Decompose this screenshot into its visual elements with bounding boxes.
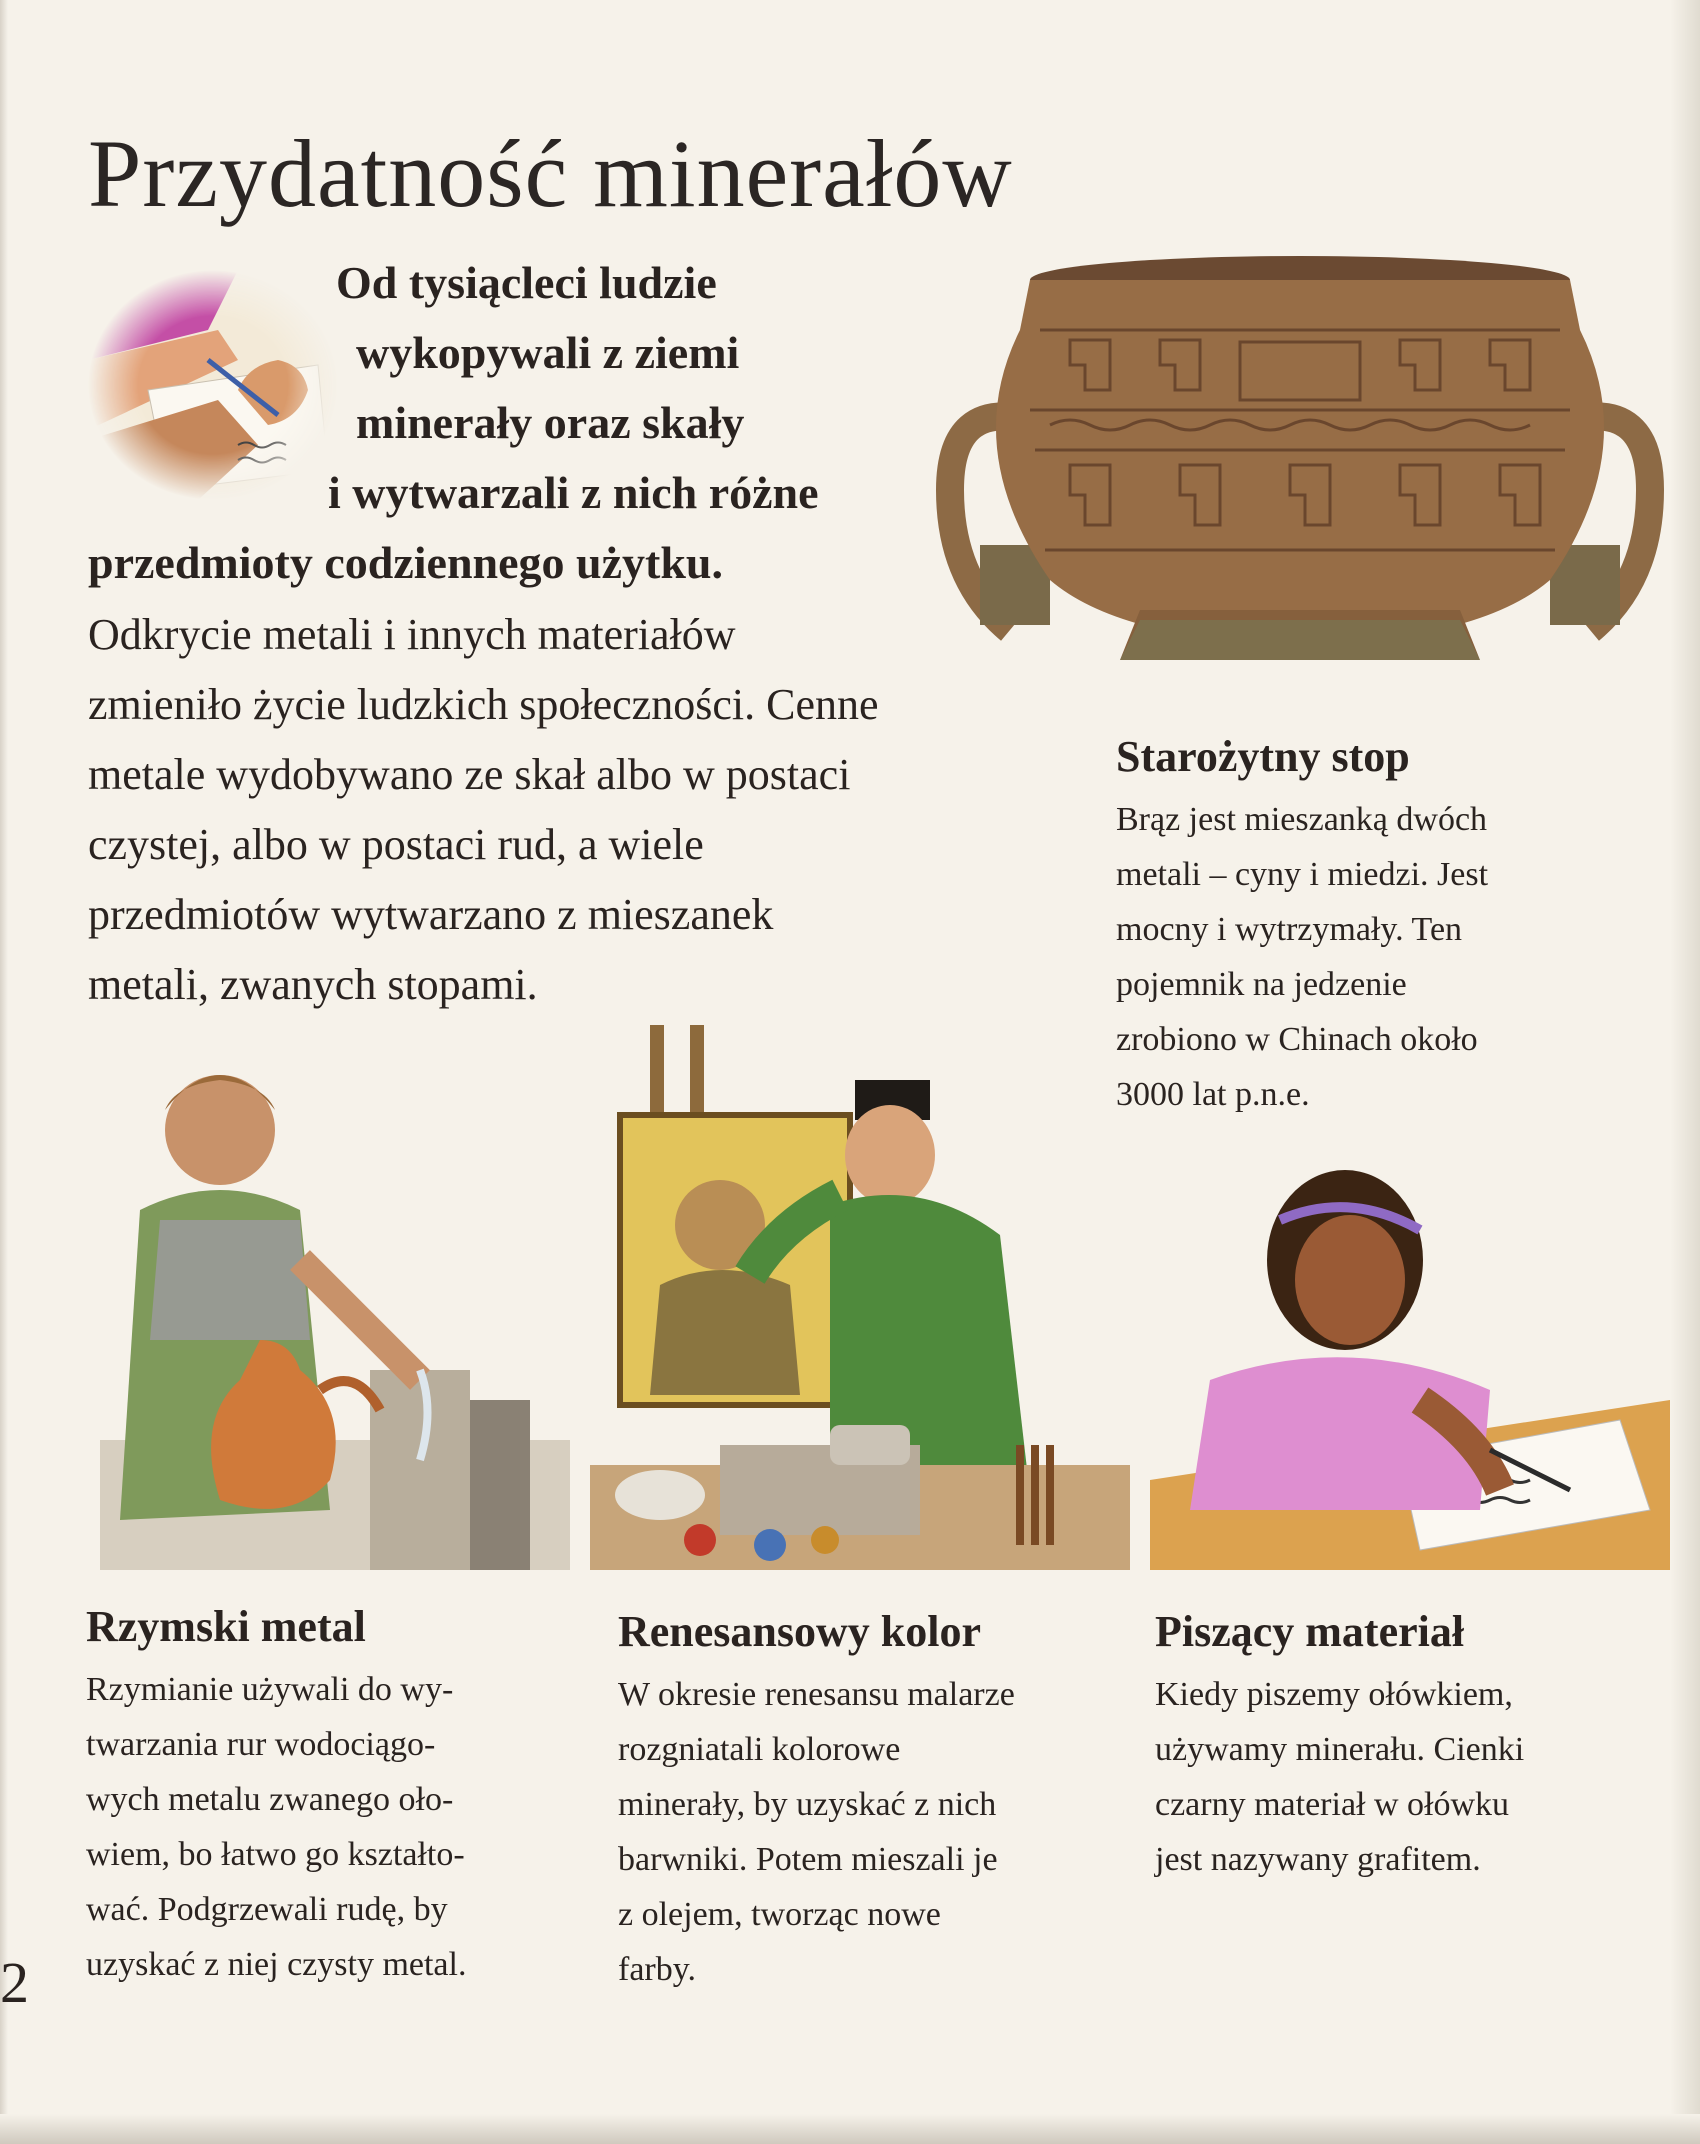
caption-text — [1116, 792, 1676, 1122]
page-title: Przydatność minerałów — [88, 120, 1013, 227]
intro-body-line: metale wydobywano ze skał albo w postaci — [88, 750, 851, 799]
caption-text — [618, 1667, 1138, 1997]
intro-lead-line: i wytwarzali z nich różne — [328, 467, 819, 518]
caption-line: jest nazywany grafitem. — [1155, 1841, 1481, 1878]
caption-line: barwniki. Potem mieszali je — [618, 1841, 998, 1878]
caption-heading: Starożytny stop — [1116, 732, 1410, 781]
caption-renaissance — [618, 1605, 1138, 1997]
caption-line: W okresie renesansu malarze — [618, 1676, 1015, 1713]
caption-heading: Renesansowy kolor — [618, 1607, 982, 1656]
caption-line: metali – cyny i miedzi. Jest — [1116, 856, 1489, 893]
caption-line: minerały, by uzyskać z nich — [618, 1786, 997, 1823]
intro-body-line: zmieniło życie ludzkich społeczności. Cenne — [88, 680, 879, 729]
intro-body-line: przedmiotów wytwarzano z mieszanek — [88, 890, 774, 939]
caption-text — [86, 1662, 566, 1992]
caption-line: 3000 lat p.n.e. — [1116, 1076, 1310, 1113]
caption-line: twarzania rur wodociągo- — [86, 1726, 436, 1763]
page-number: 2 — [0, 1950, 29, 2015]
girl-writing-illustration — [1150, 1150, 1670, 1570]
intro-body-line: Odkrycie metali i innych materiałów — [88, 610, 736, 659]
roman-woman-illustration — [70, 1040, 570, 1570]
caption-heading: Piszący materiał — [1155, 1607, 1465, 1656]
caption-line: farby. — [618, 1951, 697, 1988]
intro-lead-line: przedmioty codziennego użytku. — [88, 537, 724, 588]
caption-line: z olejem, tworząc nowe — [618, 1896, 941, 1933]
page-edge-bottom — [0, 2114, 1700, 2144]
caption-line: Rzymianie używali do wy- — [86, 1671, 454, 1708]
caption-heading: Rzymski metal — [86, 1602, 366, 1651]
renaissance-painter-illustration — [590, 1025, 1130, 1570]
intro-lead-line: wykopywali z ziemi — [356, 327, 740, 378]
caption-line: wiem, bo łatwo go kształto- — [86, 1836, 465, 1873]
caption-line: Brąz jest mieszanką dwóch — [1116, 801, 1488, 838]
caption-writing — [1155, 1605, 1675, 1887]
caption-text — [1155, 1667, 1675, 1887]
caption-line: zrobiono w Chinach około — [1116, 1021, 1478, 1058]
page-edge-left — [0, 0, 8, 2144]
intro-lead-line: minerały oraz skały — [356, 397, 745, 448]
intro-lead-paragraph — [88, 248, 968, 598]
caption-line: wać. Podgrzewali rudę, by — [86, 1891, 448, 1928]
caption-line: wych metalu zwanego oło- — [86, 1781, 454, 1818]
intro-body-line: metali, zwanych stopami. — [88, 960, 538, 1009]
caption-bronze — [1116, 730, 1676, 1122]
intro-lead-line: Od tysiącleci ludzie — [336, 257, 717, 308]
caption-line: uzyskać z niej czysty metal. — [86, 1946, 467, 1983]
bronze-vessel-illustration — [920, 250, 1680, 670]
caption-line: mocny i wytrzymały. Ten — [1116, 911, 1463, 948]
caption-line: pojemnik na jedzenie — [1116, 966, 1407, 1003]
caption-roman — [86, 1600, 566, 1992]
caption-line: używamy minerału. Cienki — [1155, 1731, 1525, 1768]
caption-line: rozgniatali kolorowe — [618, 1731, 901, 1768]
caption-line: czarny materiał w ołówku — [1155, 1786, 1510, 1823]
intro-body-line: czystej, albo w postaci rud, a wiele — [88, 820, 704, 869]
caption-line: Kiedy piszemy ołówkiem, — [1155, 1676, 1513, 1713]
